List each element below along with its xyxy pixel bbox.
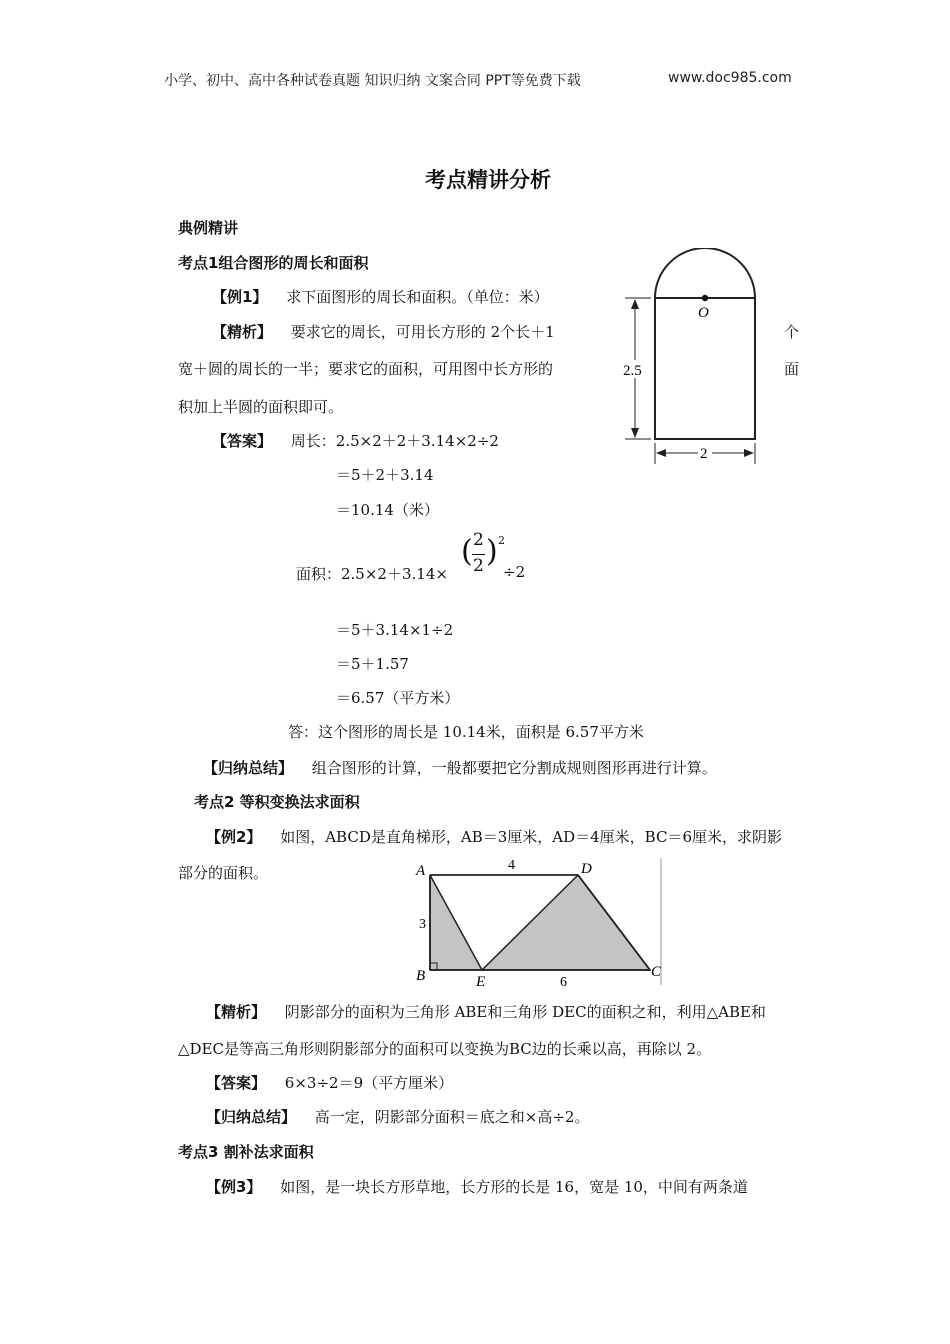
- ab-length-label: 3: [419, 917, 426, 932]
- ec-length-label: 6: [560, 975, 567, 990]
- kp3-example: [206, 1176, 748, 1197]
- kp1-summary: [203, 757, 717, 778]
- kp2-example-line2: 部分的面积。: [178, 864, 269, 882]
- kp1-area-prefix: 面积：2.5×2＋3.14×: [296, 565, 448, 583]
- fraction-exponent: 2: [498, 534, 505, 547]
- shaded-triangle-abe: [430, 875, 482, 970]
- kp3-heading: 考点3 割补法求面积: [178, 1143, 314, 1161]
- paren-left: (: [461, 534, 473, 569]
- kp1-final-answer: 答：这个图形的周长是 10.14米，面积是 6.57平方米: [288, 723, 644, 741]
- kp1-perimeter-step2: ＝10.14（米）: [336, 501, 439, 519]
- section-heading: 典例精讲: [178, 219, 239, 237]
- kp2-answer: [206, 1072, 453, 1093]
- kp2-summary: [206, 1106, 589, 1127]
- width-label: 2: [700, 446, 708, 462]
- center-point: [702, 295, 708, 301]
- kp1-perimeter-line: 周长：2.5×2＋2＋3.14×2÷2: [290, 432, 499, 450]
- height-arrow-down: [631, 428, 639, 438]
- shaded-triangle-dec: [482, 875, 650, 970]
- kp2-analysis-text1: 阴影部分的面积为三角形 ABE和三角形 DEC的面积之和，利用△ABE和: [284, 1003, 766, 1021]
- fraction-numerator: 2: [473, 530, 484, 550]
- kp1-analysis-line2-end: 面: [784, 360, 800, 378]
- trapezoid-figure: [410, 855, 672, 990]
- vertex-e: E: [476, 974, 486, 990]
- paren-right: ): [486, 534, 498, 569]
- kp1-answer-perimeter: [212, 430, 499, 451]
- kp1-analysis-line1-end: 个: [784, 323, 800, 341]
- fraction-denominator: 2: [473, 556, 484, 576]
- kp1-analysis-line3: 积加上半圆的面积即可。: [178, 398, 344, 416]
- kp2-example-text1: 如图，ABCD是直角梯形，AB＝3厘米，AD＝4厘米，BC＝6厘米，求阴影: [280, 828, 782, 846]
- page-title: 考点精讲分析: [425, 168, 551, 192]
- vertex-d: D: [581, 861, 592, 877]
- kp1-analysis-line1: [212, 321, 555, 342]
- kp1-area-step2: ＝5＋1.57: [336, 655, 409, 673]
- kp1-analysis-line2: 宽＋圆的周长的一半；要求它的面积，可用图中长方形的: [178, 360, 554, 378]
- kp2-heading: 考点2 等积变换法求面积: [194, 793, 360, 811]
- fraction-bar: [472, 554, 485, 555]
- height-arrow-up: [631, 299, 639, 309]
- semicircle-rectangle-figure: [615, 248, 765, 468]
- kp1-analysis-label: 【精析】: [212, 323, 273, 341]
- height-label: 2.5: [623, 363, 642, 379]
- center-label: O: [698, 305, 709, 321]
- kp3-example-text: 如图，是一块长方形草地，长方形的长是 16，宽是 10，中间有两条道: [280, 1178, 748, 1196]
- kp2-summary-text: 高一定，阴影部分面积＝底之和×高÷2。: [314, 1108, 590, 1126]
- kp1-heading: 考点1组合图形的周长和面积: [178, 254, 369, 272]
- kp2-answer-text: 6×3÷2＝9（平方厘米）: [284, 1074, 454, 1092]
- width-arrow-right: [744, 449, 754, 457]
- kp2-example: [206, 826, 782, 847]
- vertex-c: C: [651, 964, 662, 980]
- width-arrow-left: [656, 449, 666, 457]
- kp1-area-suffix: ÷2: [503, 563, 526, 581]
- kp1-fraction: [461, 530, 507, 582]
- kp1-perimeter-step1: ＝5＋2＋3.14: [336, 466, 434, 484]
- kp3-example-label: 【例3】: [206, 1178, 262, 1196]
- kp1-example-label: 【例1】: [212, 288, 268, 306]
- vertex-a: A: [416, 863, 426, 879]
- kp2-summary-label: 【归纳总结】: [206, 1108, 297, 1126]
- ad-length-label: 4: [508, 858, 515, 873]
- kp2-analysis-line1: [206, 1001, 766, 1022]
- kp1-summary-text: 组合图形的计算，一般都要把它分割成规则图形再进行计算。: [311, 759, 717, 777]
- kp1-example: [212, 286, 549, 307]
- kp1-area-step1: ＝5＋3.14×1÷2: [336, 621, 454, 639]
- semicircle-arc: [655, 248, 755, 298]
- kp2-analysis-line2: △DEC是等高三角形则阴影部分的面积可以变换为BC边的长乘以高，再除以 2。: [178, 1040, 712, 1058]
- vertex-b: B: [416, 968, 426, 984]
- kp2-answer-label: 【答案】: [206, 1074, 267, 1092]
- kp1-answer-label: 【答案】: [212, 432, 273, 450]
- kp1-example-text: 求下面图形的周长和面积。（单位：米）: [286, 288, 549, 306]
- kp1-summary-label: 【归纳总结】: [203, 759, 294, 777]
- header-left-text: 小学、初中、高中各种试卷真题 知识归纳 文案合同 PPT等免费下载: [164, 73, 581, 89]
- kp2-analysis-label: 【精析】: [206, 1003, 267, 1021]
- kp1-analysis-text1: 要求它的周长，可用长方形的 2个长＋1: [290, 323, 555, 341]
- kp1-area-step3: ＝6.57（平方米）: [336, 689, 460, 707]
- header-site-link[interactable]: www.doc985.com: [668, 70, 792, 86]
- kp2-example-label: 【例2】: [206, 828, 262, 846]
